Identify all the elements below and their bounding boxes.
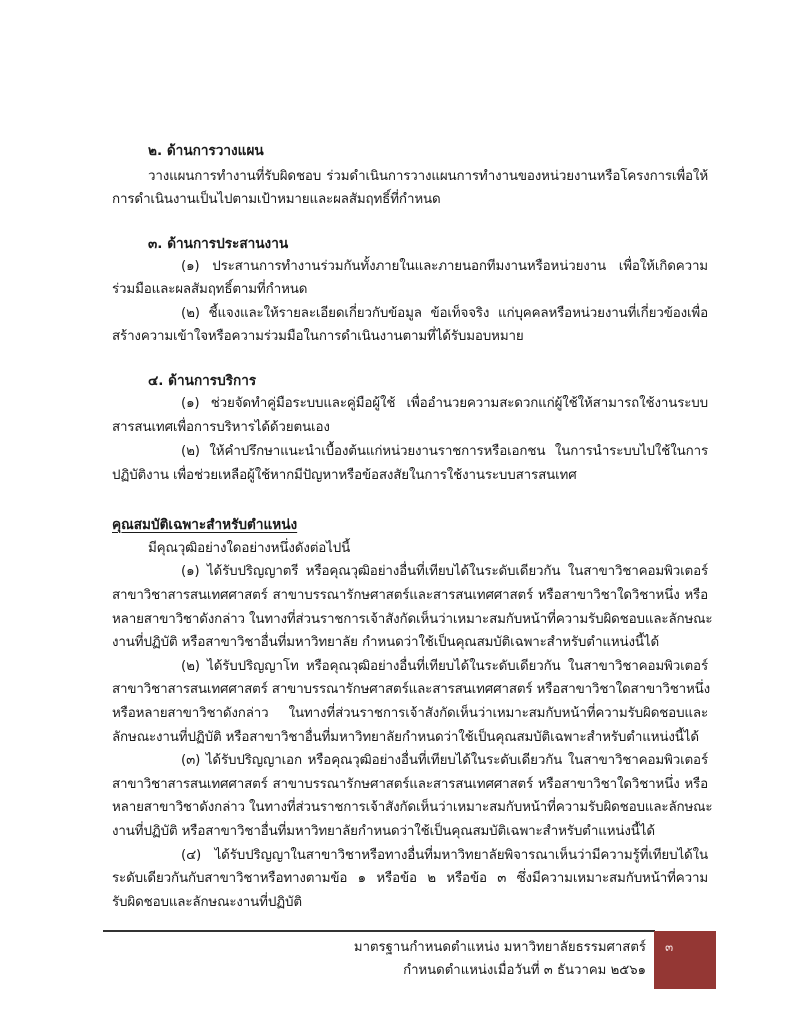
service-item-2-line-1: (๒) ให้คำปรึกษาแนะนำเบื้องต้นแก่หน่วยงานราชการหรือเอกชน ในการนำระบบไปใช้ในการ: [181, 444, 708, 459]
qualification-3-line-1: (๓) ได้รับปริญญาเอก หรือคุณวุฒิอย่างอื่นที่เทียบได้ในระดับเดียวกัน ในสาขาวิชาคอมพิวเตอร์: [181, 753, 708, 768]
qualification-2-line-4: ลักษณะงานที่ปฏิบัติ หรือสาขาวิชาอื่นที่มหาวิทยาลัยกำหนดว่าใช้เป็นคุณสมบัติเฉพาะสำหรับตำแหน่งนี้ได้: [112, 730, 699, 745]
section-heading-planning: ๒. ด้านการวางแผน: [148, 143, 264, 159]
qualification-4-line-2: ระดับเดียวกันกับสาขาวิชาหรือทางตามข้อ ๑ หรือข้อ ๒ หรือข้อ ๓ ซึ่งมีความเหมาะสมกับหน้าที่ความ: [112, 871, 708, 886]
qualification-3-line-2: สาขาวิชาสารสนเทศศาสตร์ สาขาบรรณารักษศาสตร์และสารสนเทศศาสตร์ หรือสาขาวิชาใดวิชาหนึ่ง หรือ: [112, 777, 708, 792]
coordination-item-2-line-2: สร้างความเข้าใจหรือความร่วมมือในการดำเนินงานตามที่ได้รับมอบหมาย: [112, 329, 524, 344]
qualification-1-line-1: (๑) ได้รับปริญญาตรี หรือคุณวุฒิอย่างอื่นที่เทียบได้ในระดับเดียวกัน ในสาขาวิชาคอมพิวเตอร์: [181, 564, 708, 579]
service-item-2-line-2: ปฏิบัติงาน เพื่อช่วยเหลือผู้ใช้หากมีปัญหาหรือข้อสงสัยในการใช้งานระบบสารสนเทศ: [112, 468, 577, 483]
qualification-3-line-4: งานที่ปฏิบัติ หรือสาขาวิชาอื่นที่มหาวิทยาลัยกำหนดว่าใช้เป็นคุณสมบัติเฉพาะสำหรับตำแหน่งนี้ได้: [112, 824, 655, 839]
coordination-item-2-line-1: (๒) ชี้แจงและให้รายละเอียดเกี่ยวกับข้อมูล ข้อเท็จจริง แก่บุคคลหรือหน่วยงานที่เกี่ยวข้องเพื่อ: [181, 306, 708, 321]
qualification-2-line-3: หรือหลายสาขาวิชาดังกล่าว ในทางที่ส่วนราชการเจ้าสังกัดเห็นว่าเหมาะสมกับหน้าที่ความรับผิดชอบและ: [112, 706, 708, 721]
footer-title: มาตรฐานกำหนดตำแหน่ง มหาวิทยาลัยธรรมศาสตร์: [353, 940, 646, 955]
footer-date: กำหนดตำแหน่งเมื่อวันที่ ๓ ธันวาคม ๒๕๖๑: [403, 963, 646, 978]
service-item-1-line-1: (๑) ช่วยจัดทำคู่มือระบบและคู่มือผู้ใช้ เพื่ออำนวยความสะดวกแก่ผู้ใช้ให้สามารถใช้งานระบบ: [181, 396, 708, 411]
section-heading-coordination: ๓. ด้านการประสานงาน: [148, 236, 289, 252]
coordination-item-1-line-2: ร่วมมือและผลสัมฤทธิ์ตามที่กำหนด: [112, 282, 308, 297]
qualification-1-line-3: หลายสาขาวิชาดังกล่าว ในทางที่ส่วนราชการเจ้าสังกัดเห็นว่าเหมาะสมกับหน้าที่ความรับผิดชอบและลักษณะ: [112, 612, 713, 627]
service-item-1-line-2: สารสนเทศเพื่อการบริหารได้ด้วยตนเอง: [112, 420, 330, 435]
planning-line-1: วางแผนการทำงานที่รับผิดชอบ ร่วมดำเนินการวางแผนการทำงานของหน่วยงานหรือโครงการเพื่อให้: [148, 169, 708, 184]
qualification-2-line-2: สาขาวิชาสารสนเทศศาสตร์ สาขาบรรณารักษศาสตร์และสารสนเทศศาสตร์ หรือสาขาวิชาใดสาขาวิชาหนึ่ง: [112, 682, 711, 697]
page-number-box: [654, 931, 716, 989]
page-number: ๓: [665, 940, 674, 954]
coordination-item-1-line-1: (๑) ประสานการทำงานร่วมกันทั้งภายในและภายนอกทีมงานหรือหน่วยงาน เพื่อให้เกิดความ: [181, 259, 708, 274]
qualification-1-line-4: งานที่ปฏิบัติ หรือสาขาวิชาอื่นที่มหาวิทยาลัย กำหนดว่าใช้เป็นคุณสมบัติเฉพาะสำหรับตำแหน่งนี้ได้: [112, 635, 660, 650]
planning-line-2: การดำเนินงานเป็นไปตามเป้าหมายและผลสัมฤทธิ์ที่กำหนด: [112, 192, 441, 207]
qualifications-intro: มีคุณวุฒิอย่างใดอย่างหนึ่งดังต่อไปนี้: [148, 541, 351, 556]
qualification-4-line-3: รับผิดชอบและลักษณะงานที่ปฏิบัติ: [112, 895, 302, 910]
qualification-2-line-1: (๒) ได้รับปริญญาโท หรือคุณวุฒิอย่างอื่นที่เทียบได้ในระดับเดียวกัน ในสาขาวิชาคอมพิวเตอร์: [181, 659, 708, 674]
qualification-4-line-1: (๔) ได้รับปริญญาในสาขาวิชาหรือทางอื่นที่มหาวิทยาลัยพิจารณาเห็นว่ามีความรู้ที่เทียบได้ใน: [181, 848, 708, 863]
qualification-1-line-2: สาขาวิชาสารสนเทศศาสตร์ สาขาบรรณารักษศาสตร์และสารสนเทศศาสตร์ หรือสาขาวิชาใดวิชาหนึ่ง หรือ: [112, 588, 708, 603]
footer-rule: [103, 930, 655, 932]
qualifications-heading: คุณสมบัติเฉพาะสำหรับตำแหน่ง: [112, 517, 298, 533]
qualification-3-line-3: หลายสาขาวิชาดังกล่าว ในทางที่ส่วนราชการเจ้าสังกัดเห็นว่าเหมาะสมกับหน้าที่ความรับผิดชอบและลักษณะ: [112, 800, 713, 815]
section-heading-service: ๔. ด้านการบริการ: [148, 373, 257, 389]
